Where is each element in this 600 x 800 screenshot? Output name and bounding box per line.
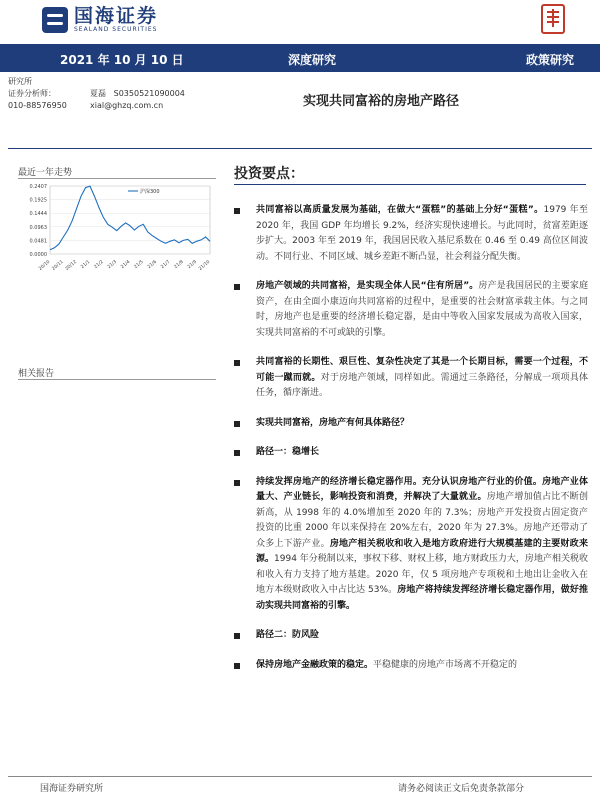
chart-legend-label: 沪深300 [140, 189, 160, 195]
chart-xtick-label: 21/7 [160, 259, 172, 271]
report-title: 实现共同富裕的房地产路径 [303, 94, 460, 109]
section-divider [234, 184, 586, 185]
analyst-phone: 010-88576950 [8, 101, 67, 110]
footer-institute: 国海证券研究所 [40, 784, 104, 794]
chart-xtick-label: 21/5 [133, 259, 145, 271]
chart-xtick-label: 20/12 [64, 259, 78, 272]
chart-ytick-label: 0.0000 [29, 252, 47, 258]
chart-xtick-label: 21/6 [146, 259, 158, 271]
related-divider [18, 379, 216, 380]
analyst-license: S0350521090004 [113, 89, 185, 98]
related-label: 相关报告 [18, 369, 55, 379]
bullet-list [234, 203, 588, 673]
analyst-email[interactable]: xial@ghzq.com.cn [90, 101, 164, 110]
chart-plot-frame [50, 186, 210, 254]
trend-chart [20, 178, 218, 288]
chart-ytick-label: 0.2407 [29, 184, 47, 190]
chart-xtick-label: 21/10 [198, 259, 212, 272]
trend-chart-svg [20, 178, 218, 288]
chart-ytick-label: 0.1925 [29, 197, 47, 204]
institute: 研究所 [8, 77, 32, 86]
footer-disclaimer: 请务必阅读正文后免责条款部分 [398, 784, 525, 794]
bullet-5: 路径一：稳增长 [234, 445, 588, 461]
section-title: 投资要点： [234, 166, 304, 182]
chart-xtick-label: 21/2 [93, 259, 105, 271]
logo [42, 6, 158, 34]
chart-ytick-label: 0.0963 [29, 224, 47, 231]
bullet-4: 实现共同富裕，房地产有何具体路径？ [234, 416, 588, 432]
analyst-name: 夏磊 [90, 89, 106, 98]
chart-xtick-label: 21/3 [106, 259, 118, 271]
divider [8, 148, 592, 149]
chart-xtick-label: 21/9 [186, 259, 198, 271]
chart-ytick-label: 0.0481 [29, 238, 47, 245]
analyst-label: 证券分析师： [8, 89, 56, 98]
bullet-7: 路径二：防风险 [234, 628, 588, 644]
logo-en: SEALAND SECURITIES [74, 26, 158, 33]
chart-xtick-label: 21/1 [80, 259, 92, 271]
bullet-2: 房地产领域的共同富裕，是实现全体人民“住有所居”。房产是我国居民的主要家庭资产，在由全面小康迈向共同富裕的过程中，是重要的社会财富承载主体。与之同时，房地产也是重要的经济增长稳定器，是由中等收入国家发展成为高收入国家，实现共同富裕的不可或缺的引擎。 [234, 279, 588, 341]
chart-xtick-label: 20/11 [51, 259, 65, 272]
chart-xtick-label: 21/8 [173, 259, 185, 271]
logo-mark-icon [42, 7, 68, 33]
seal-icon [541, 4, 565, 34]
trend-label: 最近一年走势 [18, 168, 73, 178]
report-date: 2021 年 10 月 10 日 [60, 53, 184, 67]
report-category: 政策研究 [526, 53, 575, 67]
report-type: 深度研究 [288, 53, 337, 67]
chart-xtick-label: 21/4 [120, 259, 132, 271]
bullet-3: 共同富裕的长期性、艰巨性、复杂性决定了其是一个长期目标，需要一个过程，不可能一蹴而就。对于房地产领域，同样如此。需通过三条路径，分解成一项项具体任务，循序渐进。 [234, 355, 588, 402]
footer-divider [8, 776, 592, 777]
chart-xtick-label: 20/10 [38, 259, 52, 272]
bullet-8: 保持房地产金融政策的稳定。平稳健康的房地产市场离不开稳定的 [234, 658, 588, 674]
logo-cn: 国海证券 [74, 5, 159, 27]
bullet-1: 共同富裕以高质量发展为基础，在做大“蛋糕”的基础上分好“蛋糕”。1979 年至 2020 年，我国 GDP 年均增长 9.2%，经济实现快速增长。与此同时，贫富差距逐步扩大。2003 年至 2019 年，我国居民收入基尼系数在 0.46 至 0.49 高位区间波动。不同行业、不同区域、城乡差距不断凸显，社会利益分配失衡。 [234, 203, 588, 265]
header-bar [0, 44, 600, 72]
chart-ytick-label: 0.1444 [29, 211, 47, 218]
analyst-meta [8, 76, 185, 112]
bullet-6: 持续发挥房地产的经济增长稳定器作用。充分认识房地产行业的价值。房地产业体量大、产业链长，影响投资和消费，并解决了大量就业。房地产增加值占比不断创新高，从 1998 年的 4.0%增加至 2020 年的 7.3%；房地产开发投资占固定资产投资的比重 2000 年以来保持在 20%左右，2020 年为 27.3%。房地产还带动了众多上下游产业。房地产相关税收和收入是地方政府进行大规模基建的主要财政来源。1994 年分税制以来，事权下移、财权上移，地方财政压力大，房地产相关税收和收入有力支持了地方基建。2020 年，仅 5 项房地产专项税和土地出让金收入在地方本级财政收入中占比达 53%。房地产将持续发挥经济增长稳定器作用，做好推动实现共同富裕的引擎。 [234, 475, 588, 615]
